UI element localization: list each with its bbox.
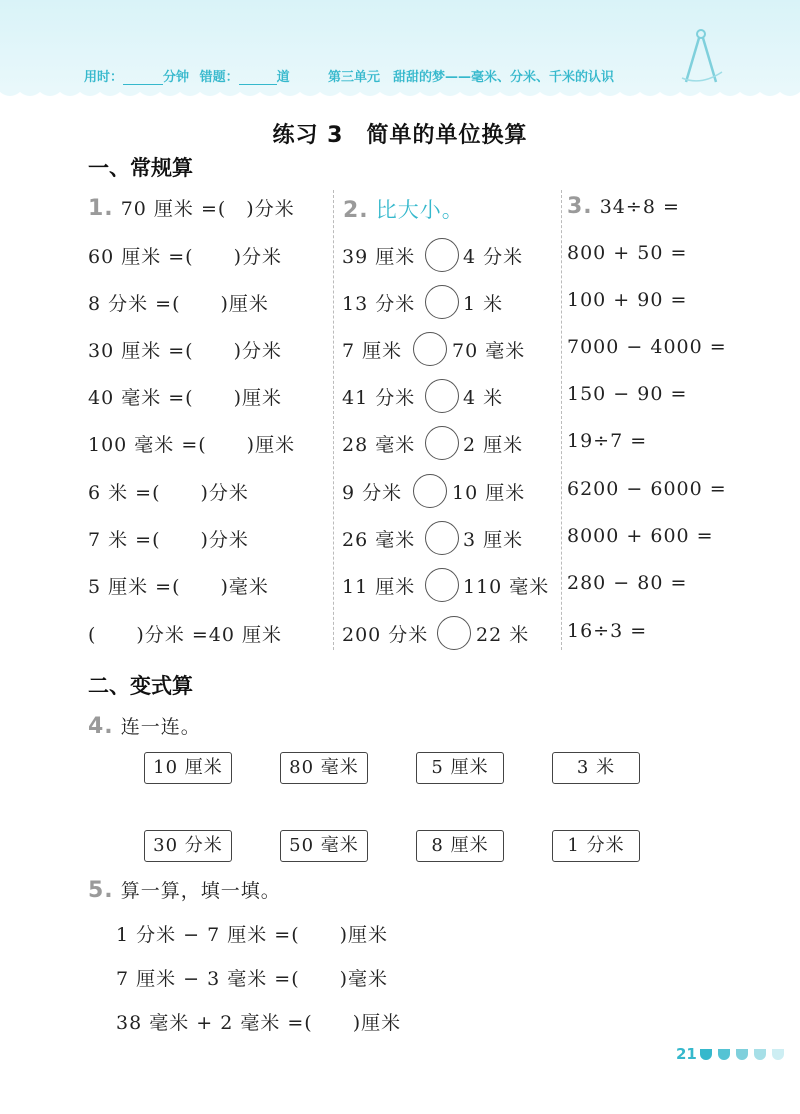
- compare-circle[interactable]: [425, 285, 459, 319]
- match-box-bottom[interactable]: 50 毫米: [280, 830, 368, 862]
- q3-item[interactable]: 800 + 50 =: [567, 242, 688, 264]
- question-number: 5.: [88, 878, 114, 903]
- decoration-icon: [754, 1049, 766, 1060]
- q1-item[interactable]: 5 厘米 =( )毫米: [88, 576, 269, 598]
- q3-item[interactable]: 6200 − 6000 =: [567, 478, 727, 500]
- column-divider: [333, 190, 334, 650]
- compare-right: 22 米: [476, 624, 530, 646]
- q1-item[interactable]: 70 厘米 =( )分米: [120, 198, 295, 220]
- compare-circle[interactable]: [425, 379, 459, 413]
- q2-header: [343, 194, 464, 224]
- compare-right: 1 米: [463, 293, 504, 315]
- q3-item[interactable]: 19÷7 =: [567, 430, 648, 452]
- q1-item[interactable]: 30 厘米 =( )分米: [88, 340, 283, 362]
- match-box-top[interactable]: 10 厘米: [144, 752, 232, 784]
- match-box-top[interactable]: 5 厘米: [416, 752, 504, 784]
- q5-header: [88, 876, 281, 903]
- compare-left: 7 厘米: [342, 340, 403, 362]
- q5-item[interactable]: 38 毫米 + 2 毫米 =( )厘米: [116, 1012, 402, 1034]
- q3-item[interactable]: 8000 + 600 =: [567, 525, 714, 547]
- minutes-label: 分钟: [163, 70, 190, 85]
- errors-blank[interactable]: [239, 72, 277, 85]
- compare-right: 4 分米: [463, 246, 524, 268]
- compare-right: 3 厘米: [463, 529, 524, 551]
- compare-left: 13 分米: [342, 293, 416, 315]
- compare-circle[interactable]: [437, 616, 471, 650]
- q1-line: [88, 194, 295, 221]
- compare-left: 39 厘米: [342, 246, 416, 268]
- question-number: 2.: [343, 198, 369, 223]
- compare-circle[interactable]: [413, 332, 447, 366]
- compare-right: 110 毫米: [463, 576, 550, 598]
- compare-circle[interactable]: [425, 521, 459, 555]
- time-record: [84, 66, 290, 85]
- q3-item[interactable]: 16÷3 =: [567, 620, 648, 642]
- decoration-icon: [700, 1049, 712, 1060]
- compare-left: 200 分米: [342, 624, 429, 646]
- decoration-icon: [718, 1049, 730, 1060]
- items-label: 道: [276, 70, 290, 85]
- compass-icon: [678, 28, 724, 86]
- compare-left: 28 毫米: [342, 434, 416, 456]
- question-number: 4.: [88, 714, 114, 739]
- compare-right: 10 厘米: [452, 482, 526, 504]
- q3-item[interactable]: 280 − 80 =: [567, 572, 688, 594]
- q5-item[interactable]: 1 分米 − 7 厘米 =( )厘米: [116, 924, 389, 946]
- match-box-top[interactable]: 3 米: [552, 752, 640, 784]
- q4-header: [88, 712, 201, 739]
- q1-item[interactable]: 6 米 =( )分米: [88, 482, 249, 504]
- compare-right: 2 厘米: [463, 434, 524, 456]
- section-heading-routine: 一、常规算: [88, 156, 193, 180]
- errors-label: 错题：: [199, 70, 239, 85]
- question-number: 1.: [88, 196, 114, 221]
- compare-right: 70 毫米: [452, 340, 526, 362]
- question-number: 3.: [567, 194, 593, 219]
- q5-title: 算一算，填一填。: [120, 880, 281, 902]
- compare-circle[interactable]: [425, 568, 459, 602]
- page-title: 练习 3 简单的单位换算: [272, 123, 528, 148]
- decoration-icon: [772, 1049, 784, 1060]
- decoration-icon: [736, 1049, 748, 1060]
- q3-line: [567, 194, 680, 219]
- q3-item[interactable]: 150 − 90 =: [567, 383, 688, 405]
- compare-circle[interactable]: [425, 238, 459, 272]
- compare-left: 11 厘米: [342, 576, 416, 598]
- q1-item[interactable]: 60 厘米 =( )分米: [88, 246, 283, 268]
- q1-item[interactable]: ( )分米 =40 厘米: [88, 624, 283, 646]
- time-blank[interactable]: [123, 72, 163, 85]
- compare-right: 4 米: [463, 387, 504, 409]
- q3-item[interactable]: 7000 − 4000 =: [567, 336, 727, 358]
- header-wave-edge: [0, 86, 800, 102]
- q1-item[interactable]: 40 毫米 =( )厘米: [88, 387, 283, 409]
- compare-circle[interactable]: [413, 474, 447, 508]
- compare-left: 9 分米: [342, 482, 403, 504]
- match-box-bottom[interactable]: 30 分米: [144, 830, 232, 862]
- q3-item[interactable]: 100 + 90 =: [567, 289, 688, 311]
- compare-circle[interactable]: [425, 426, 459, 460]
- section-heading-variant: 二、变式算: [88, 674, 193, 698]
- time-label: 用时：: [84, 70, 124, 85]
- match-box-bottom[interactable]: 1 分米: [552, 830, 640, 862]
- q5-item[interactable]: 7 厘米 − 3 毫米 =( )毫米: [116, 968, 389, 990]
- q2-title: 比大小。: [375, 198, 464, 222]
- q1-item[interactable]: 100 毫米 =( )厘米: [88, 434, 296, 456]
- page-number: 21: [676, 1045, 697, 1063]
- compare-left: 41 分米: [342, 387, 416, 409]
- compare-left: 26 毫米: [342, 529, 416, 551]
- column-divider: [561, 190, 562, 650]
- q1-item[interactable]: 7 米 =( )分米: [88, 529, 249, 551]
- match-box-bottom[interactable]: 8 厘米: [416, 830, 504, 862]
- unit-title: 第三单元 甜甜的梦——毫米、分米、千米的认识: [328, 70, 615, 85]
- q4-title: 连一连。: [120, 716, 201, 738]
- q1-item[interactable]: 8 分米 =( )厘米: [88, 293, 269, 315]
- q3-item[interactable]: 34÷8 =: [599, 196, 680, 218]
- match-box-top[interactable]: 80 毫米: [280, 752, 368, 784]
